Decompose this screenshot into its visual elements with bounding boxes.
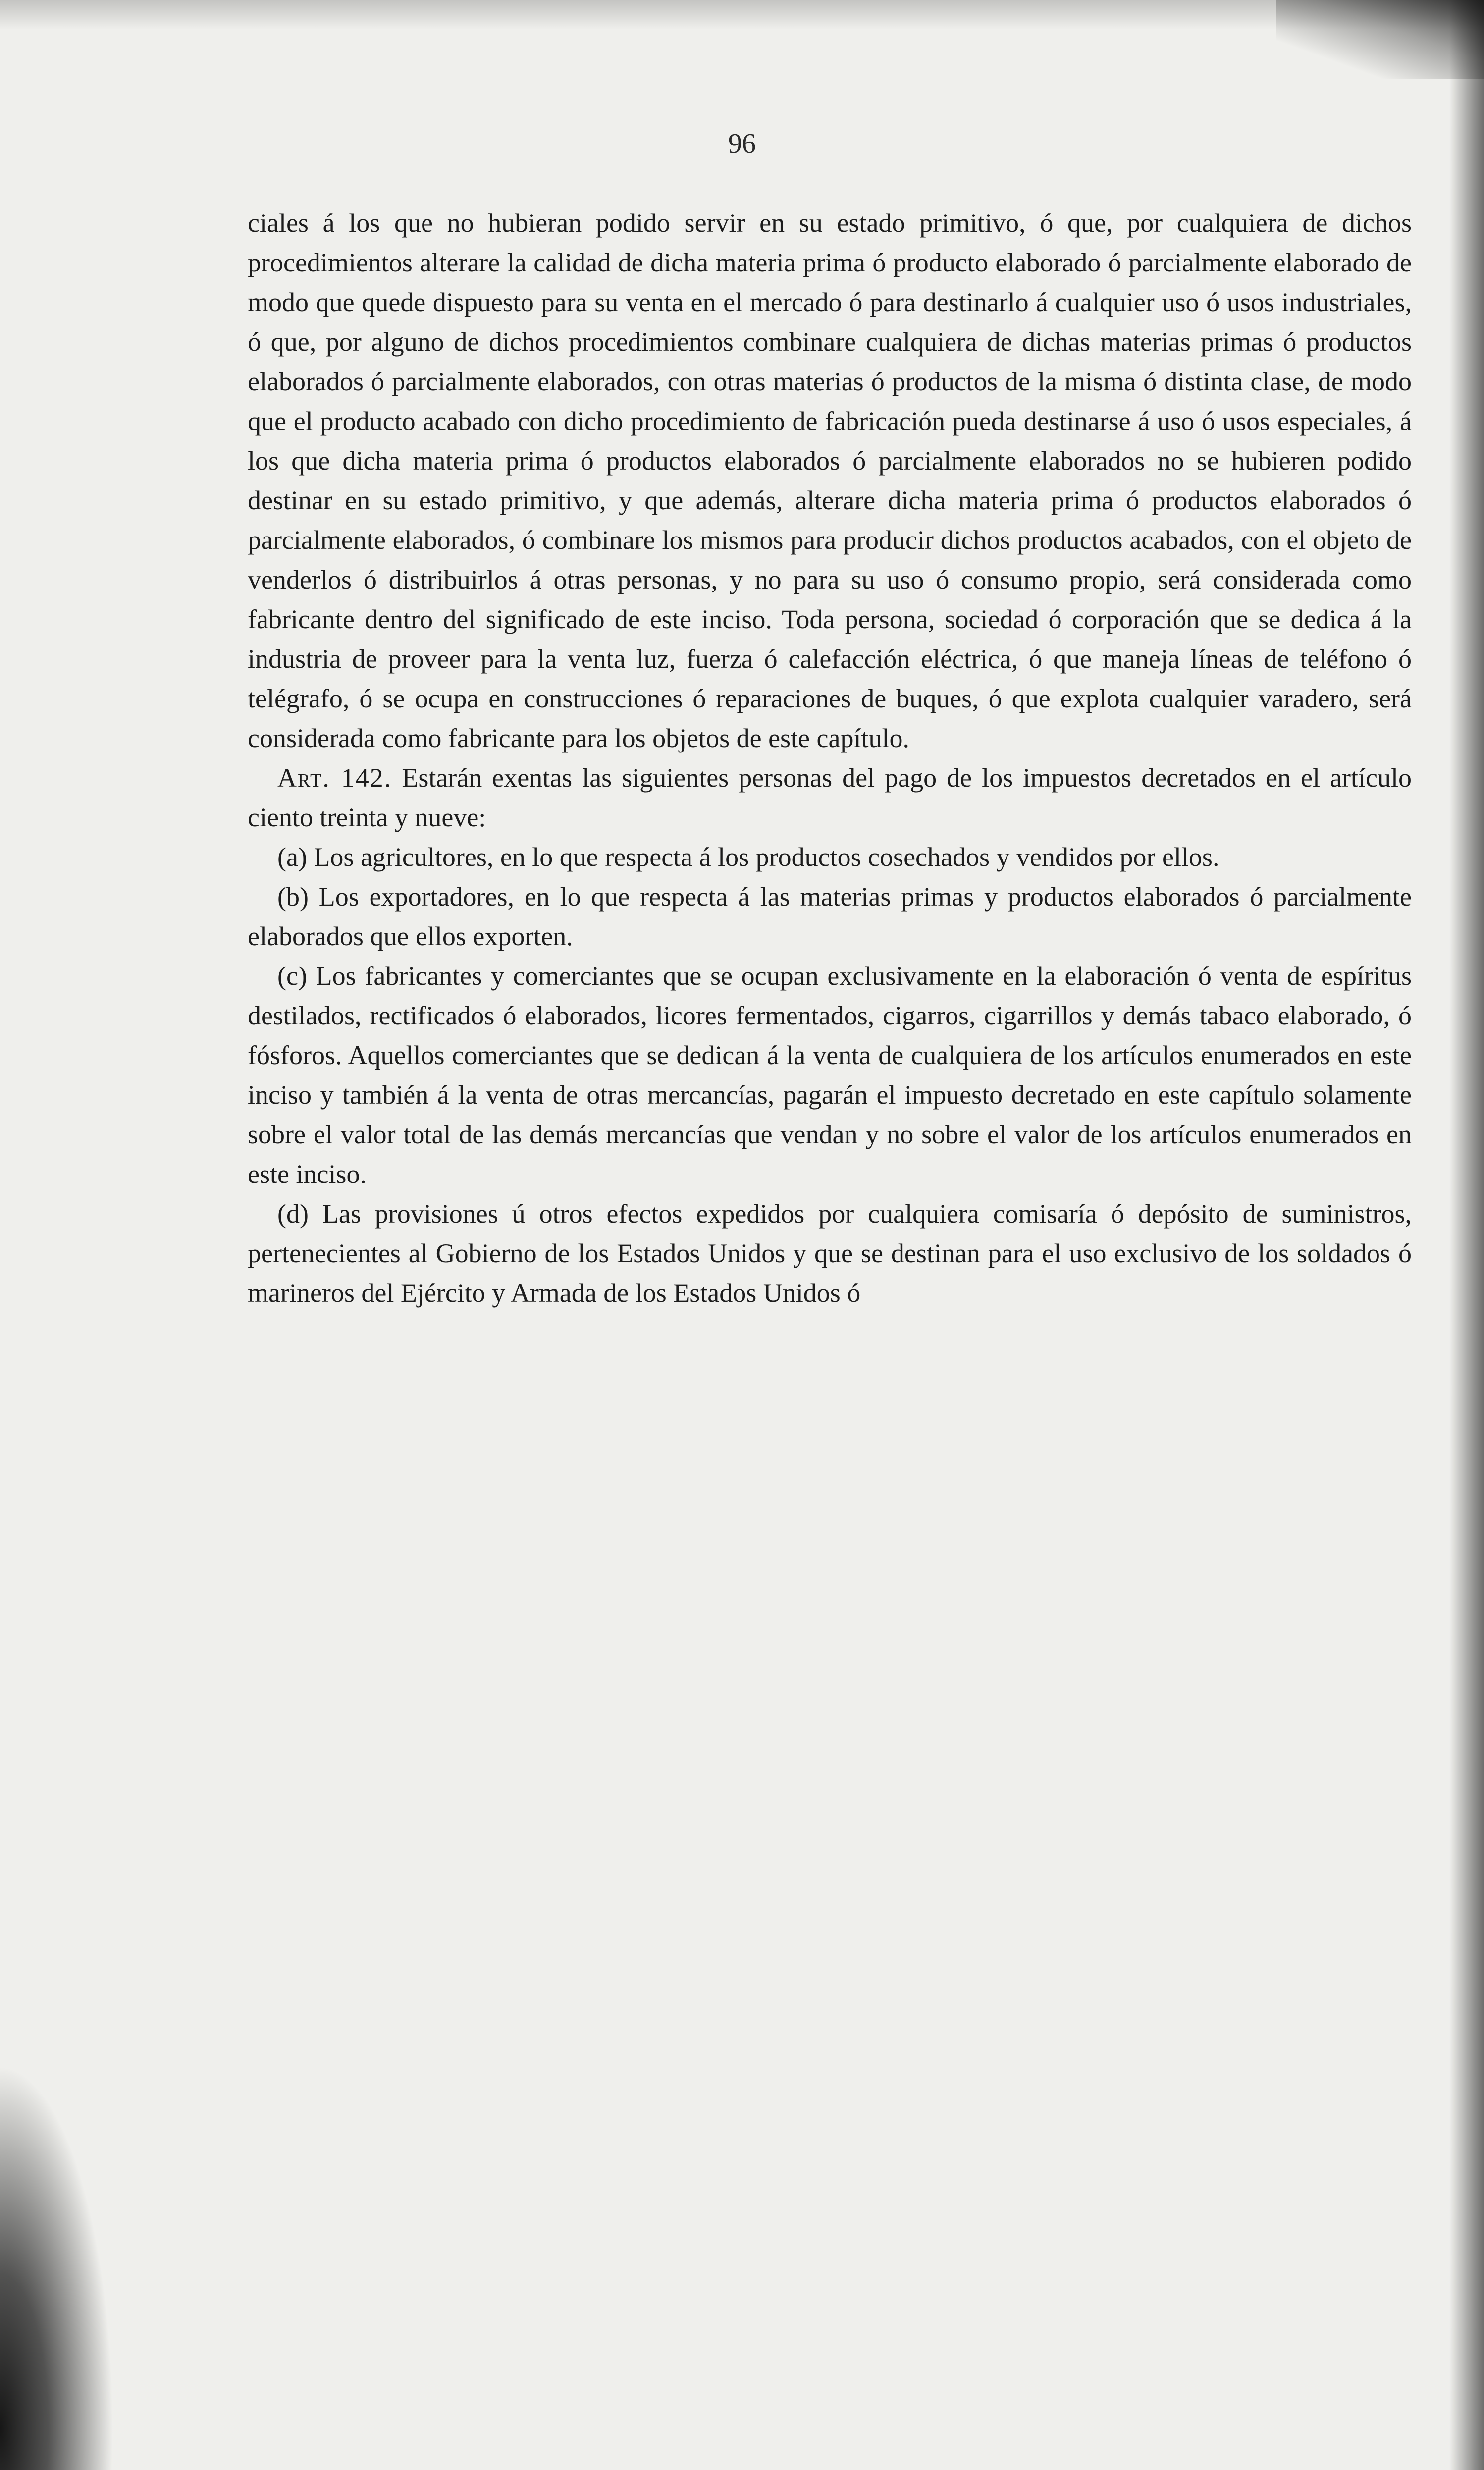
paragraph-item-a: [248, 837, 1412, 877]
paragraph-item-c: [248, 956, 1412, 1194]
page-body: [248, 203, 1412, 1313]
top-edge-shadow: [0, 0, 1484, 30]
article-text: Estarán exentas las siguientes personas del pago de los impuestos decretados en el artículo ciento treinta y nueve:: [248, 763, 1412, 832]
paragraph-item-d: [248, 1194, 1412, 1313]
item-label-c: (c): [277, 961, 307, 991]
paragraph-continuation: ciales á los que no hubieran podido servir en su estado primitivo, ó que, por cualquiera de dichos procedimientos alterare la calidad de dicha materia prima ó producto elaborado ó parcialmente elaborado de modo que quede dispuesto para su venta en el mercado ó para destinarlo á cualquier uso ó usos industriales, ó que, por alguno de dichos procedimientos combinare cualquiera de dichas materias primas ó productos elaborados ó parcialmente elaborados, con otras materias ó productos de la misma ó distinta clase, de modo que el producto acabado con dicho procedimiento de fabricación pueda destinarse á uso ó usos especiales, á los que dicha materia prima ó productos elaborados ó parcialmente elaborados no se hubieren podido destinar en su estado primitivo, y que además, alterare dicha materia prima ó productos elaborados ó parcialmente elaborados, ó combinare los mismos para producir dichos productos acabados, con el objeto de venderlos ó distribuirlos á otras personas, y no para su uso ó consumo propio, será considerada como fabricante dentro del significado de este inciso. Toda persona, sociedad ó corporación que se dedica á la industria de proveer para la venta luz, fuerza ó calefacción eléctrica, ó que maneja líneas de teléfono ó telégrafo, ó se ocupa en construcciones ó reparaciones de buques, ó que explota cualquier varadero, será considerada como fabricante para los objetos de este capítulo.: [248, 208, 1412, 753]
item-text-c: Los fabricantes y comerciantes que se ocupan exclusivamente en la elaboración ó venta de espíritus destilados, rectificados ó elaborados, licores fermentados, cigarros, cigarrillos y demás tabaco elaborado, ó fósforos. Aquellos comerciantes que se dedican á la venta de cualquiera de los artículos enumerados en este inciso y también á la venta de otras mercancías, pagarán el impuesto decretado en este capítulo solamente sobre el valor total de las demás mercancías que vendan y no sobre el valor de los artículos enumerados en este inciso.: [248, 961, 1412, 1189]
item-label-a: (a): [277, 842, 307, 872]
item-label-d: (d): [277, 1199, 309, 1229]
top-right-corner-shadow: [1276, 0, 1484, 79]
paragraph-article: [248, 758, 1412, 837]
right-edge-shadow: [1449, 0, 1484, 2470]
item-label-b: (b): [277, 882, 309, 912]
bottom-left-shadow: [0, 2064, 114, 2470]
paragraph-item-b: [248, 877, 1412, 956]
item-text-d: Las provisiones ú otros efectos expedidos por cualquiera comisaría ó depósito de suministros, pertenecientes al Gobierno de los Estados Unidos y que se destinan para el uso exclusivo de los soldados ó marineros del Ejército y Armada de los Estados Unidos ó: [248, 1199, 1412, 1308]
item-text-a: Los agricultores, en lo que respecta á los productos cosechados y vendidos por ellos.: [314, 842, 1219, 872]
page-number: 96: [728, 128, 756, 159]
item-text-b: Los exportadores, en lo que respecta á las materias primas y productos elaborados ó parcialmente elaborados que ellos exporten.: [248, 882, 1412, 951]
article-label: Art. 142.: [277, 763, 392, 793]
